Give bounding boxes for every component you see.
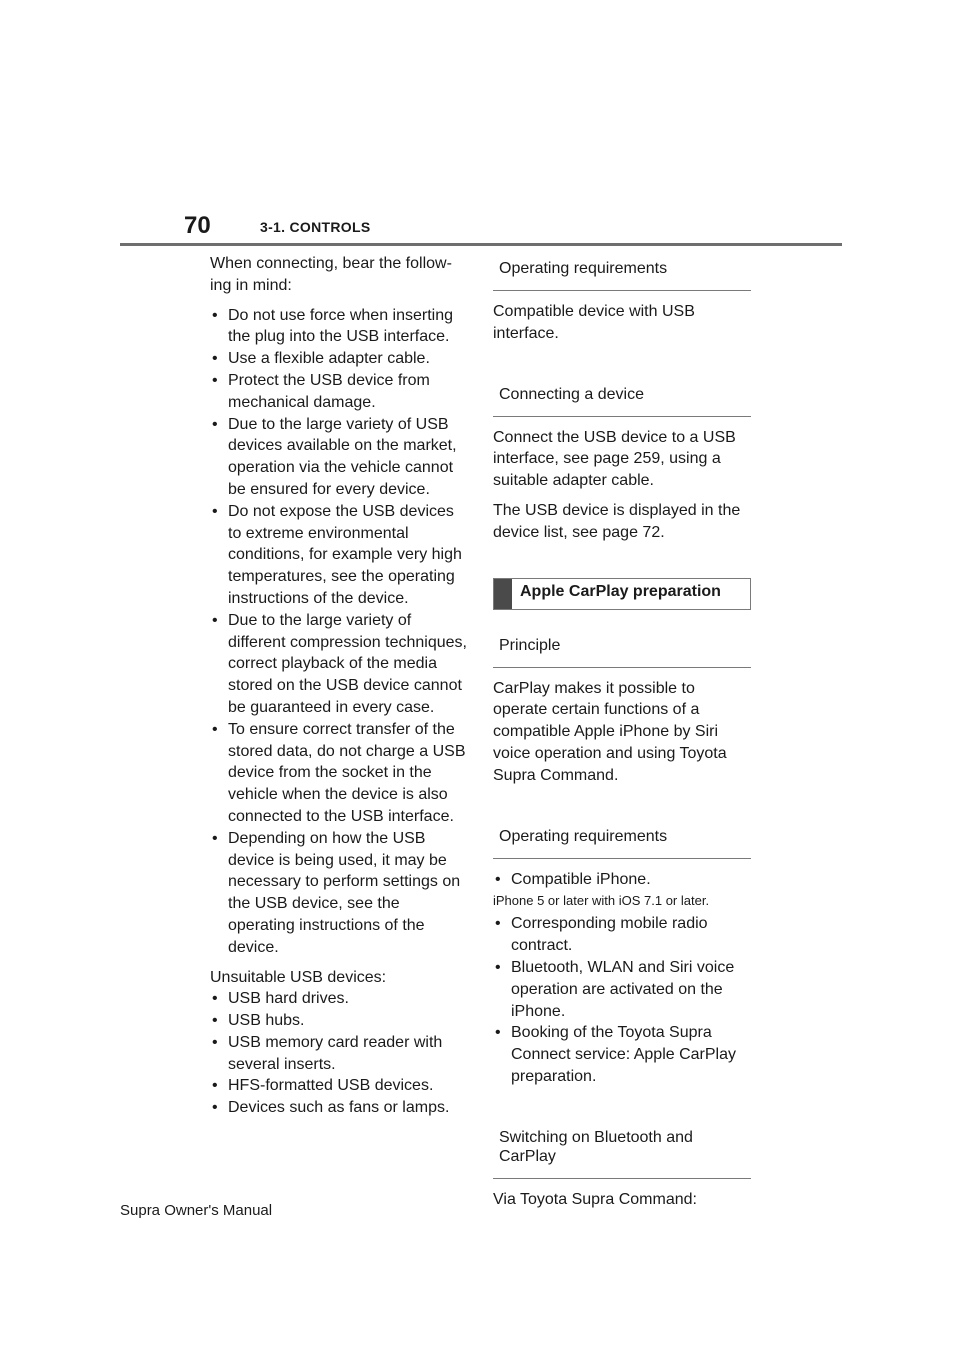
list-item: • Protect the USB device from mechanical damage. (210, 370, 470, 414)
connecting-device-text: Connect the USB device to a USB interface, see page 259, using a suitable adapter cable. (493, 428, 736, 490)
list-item: • Bluetooth, WLAN and Siri voice operation are activated on the iPhone. (493, 957, 751, 1022)
right-column (493, 253, 751, 1219)
page-number: 70 (184, 212, 211, 239)
list-item: • Devices such as fans or lamps. (210, 1097, 470, 1119)
list-item: • Do not use force when inserting the plug into the USB interface. (210, 305, 470, 349)
unsuitable-devices-list (210, 988, 470, 1119)
list-item: • Depending on how the USB device is being used, it may be necessary to perform settings on the USB device, see the operating instructions of the device. (210, 828, 470, 959)
list-item: • To ensure correct transfer of the stored data, do not charge a USB device from the socket in the vehicle when the device is also connected to the USB interface. (210, 719, 470, 828)
list-item: • USB hard drives. (210, 988, 470, 1010)
list-item: • Due to the large variety of different compression techniques, correct playback of the media stored on the USB device cannot be guaranteed in every case. (210, 610, 470, 719)
principle-text: CarPlay makes it possible to operate certain functions of a compatible Apple iPhone by Siri voice operation and using Toyota Supra Command. (493, 679, 727, 784)
list-item: • USB hubs. (210, 1010, 470, 1032)
carplay-requirements-heading: Operating requirements (493, 821, 751, 859)
list-item: • Corresponding mobile radio contract. (493, 913, 751, 957)
operating-requirements-text: Compatible device with USB interface. (493, 303, 695, 342)
switching-text: Via Toyota Supra Command: (493, 1190, 697, 1208)
carplay-requirements-list (493, 869, 751, 891)
list-item: • Compatible iPhone. (493, 869, 751, 891)
apple-carplay-section-heading (493, 578, 751, 610)
switching-on-bluetooth-heading: Switching on Bluetooth and CarPlay (493, 1122, 751, 1179)
iphone-version-note: iPhone 5 or later with iOS 7.1 or later. (493, 893, 710, 909)
left-column (210, 253, 470, 1127)
connecting-device-heading: Connecting a device (493, 379, 751, 417)
device-list-text: The USB device is displayed in the device list, see page 72. (493, 501, 741, 541)
intro-line-1: When connecting, bear the follow- (210, 255, 452, 272)
chapter-title: 3-1. CONTROLS (260, 219, 371, 235)
list-item: • Due to the large variety of USB devices available on the market, operation via the vehicle cannot be ensured for every device. (210, 414, 470, 501)
manual-title-footer: Supra Owner's Manual (120, 1202, 273, 1219)
list-item: • USB memory card reader with several inserts. (210, 1032, 470, 1076)
section-marker (494, 579, 512, 609)
operating-requirements-heading: Operating requirements (493, 253, 751, 291)
list-item: • Use a flexible adapter cable. (210, 348, 470, 370)
list-item: • Do not expose the USB devices to extreme environmental conditions, for example very high temperatures, see the operating instructions of the device. (210, 501, 470, 610)
carplay-requirements-list-continued (493, 913, 751, 1087)
cautions-list (210, 305, 470, 959)
apple-carplay-title: Apple CarPlay preparation (520, 582, 721, 600)
header-divider (120, 243, 842, 246)
principle-heading: Principle (493, 630, 751, 668)
list-item: • HFS-formatted USB devices. (210, 1075, 470, 1097)
list-item: • Booking of the Toyota Supra Connect service: Apple CarPlay preparation. (493, 1022, 751, 1087)
intro-text (210, 253, 470, 297)
unsuitable-devices-title: Unsuitable USB devices: (210, 968, 387, 986)
intro-line-2: ing in mind: (210, 276, 292, 294)
